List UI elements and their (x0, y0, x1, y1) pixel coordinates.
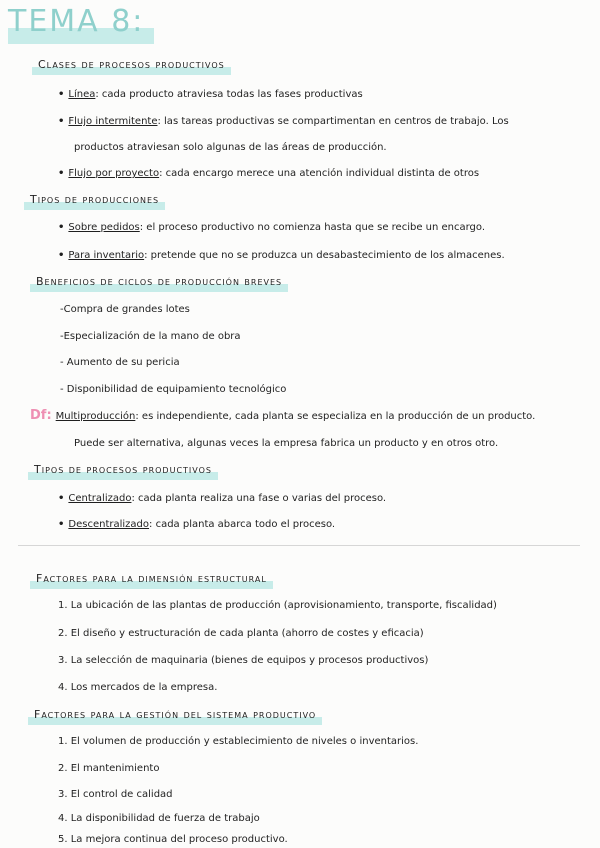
heading-clases (32, 56, 231, 73)
list-item (58, 833, 288, 847)
term: Centralizado (68, 493, 132, 504)
item-text: -Compra de grandes lotes (60, 304, 190, 315)
heading-tipos-producciones (24, 191, 165, 208)
heading-beneficios (30, 273, 288, 290)
term: Flujo por proyecto (68, 168, 160, 179)
item-text: 5. La mejora continua del proceso productivo. (58, 834, 288, 845)
list-item (58, 681, 217, 695)
list-item (58, 735, 418, 749)
term: Flujo intermitente (68, 116, 158, 127)
list-item (58, 654, 428, 668)
definition-tag: Df: (30, 408, 52, 423)
item-text: 1. El volumen de producción y establecimiento de niveles o inventarios. (58, 736, 419, 747)
item-text: - Disponibilidad de equipamiento tecnológico (60, 384, 287, 395)
section-divider (18, 545, 580, 546)
definition: : cada producto atraviesa todas las fases productivas (95, 89, 363, 100)
list-item (58, 249, 505, 263)
list-item (58, 762, 159, 776)
term: Para inventario (68, 250, 145, 261)
definition: : el proceso productivo no comienza hasta que se recibe un encargo. (139, 222, 486, 233)
bullet-icon: • (58, 250, 65, 261)
list-item (60, 356, 180, 370)
definition-continuation (74, 437, 498, 451)
definition: : pretende que no se produzca un desabastecimiento de los almacenes. (144, 250, 505, 261)
item-text: -Especialización de la mano de obra (60, 331, 241, 342)
list-item (60, 383, 286, 397)
definition: Puede ser alternativa, algunas veces la empresa fabrica un producto y en otros otro. (74, 438, 499, 449)
bullet-icon: • (58, 519, 65, 530)
bullet-icon: • (58, 168, 65, 179)
heading-text: Tipos de producciones (30, 193, 160, 206)
list-item (58, 115, 509, 129)
list-item (58, 518, 335, 532)
definition: : es independiente, cada planta se especializa en la producción de un producto. (135, 411, 536, 422)
heading-text: Tipos de procesos productivos (34, 463, 212, 476)
title-text: TEMA 8: (8, 4, 145, 39)
heading-text: Beneficios de ciclos de producción breves (36, 275, 283, 288)
list-item (58, 788, 173, 802)
item-text: - Aumento de su pericia (60, 357, 180, 368)
heading-gestion-sistema (28, 706, 322, 723)
list-item (58, 221, 485, 235)
heading-tipos-procesos (28, 461, 218, 478)
item-text: 4. Los mercados de la empresa. (58, 682, 218, 693)
item-text: 4. La disponibilidad de fuerza de trabajo (58, 813, 260, 824)
item-text: 2. El mantenimiento (58, 763, 160, 774)
list-item (58, 599, 497, 613)
term: Línea (68, 89, 96, 100)
bullet-icon: • (58, 493, 65, 504)
heading-text: Factores para la dimensión estructural (36, 572, 267, 585)
definition: : cada planta abarca todo el proceso. (149, 519, 336, 530)
heading-text: Factores para la gestión del sistema productivo (34, 708, 317, 721)
term: Descentralizado (68, 519, 150, 530)
list-item (58, 167, 479, 181)
definition: : las tareas productivas se compartimentan en centros de trabajo. Los (157, 116, 509, 127)
definition: productos atraviesan solo algunas de las áreas de producción. (74, 142, 387, 153)
bullet-icon: • (58, 89, 65, 100)
list-item (60, 303, 190, 317)
definition-line (30, 409, 535, 424)
list-item (58, 88, 363, 102)
list-item (58, 627, 424, 641)
bullet-icon: • (58, 222, 65, 233)
term: Sobre pedidos (68, 222, 140, 233)
list-item (60, 330, 241, 344)
list-item (58, 492, 386, 506)
heading-text: Clases de procesos productivos (38, 58, 225, 71)
bullet-icon: • (58, 116, 65, 127)
heading-dimension-estructural (30, 570, 273, 587)
list-item (58, 812, 260, 826)
item-text: 1. La ubicación de las plantas de producción (aprovisionamiento, transporte, fiscalidad) (58, 600, 497, 611)
item-text: 3. La selección de maquinaria (bienes de equipos y procesos productivos) (58, 655, 429, 666)
page-title (8, 4, 144, 39)
definition: : cada encargo merece una atención individual distinta de otros (159, 168, 480, 179)
item-text: 2. El diseño y estructuración de cada planta (ahorro de costes y eficacia) (58, 628, 424, 639)
list-item-continuation (74, 141, 387, 155)
term: Multiproducción (55, 411, 136, 422)
item-text: 3. El control de calidad (58, 789, 173, 800)
definition: : cada planta realiza una fase o varias del proceso. (131, 493, 387, 504)
